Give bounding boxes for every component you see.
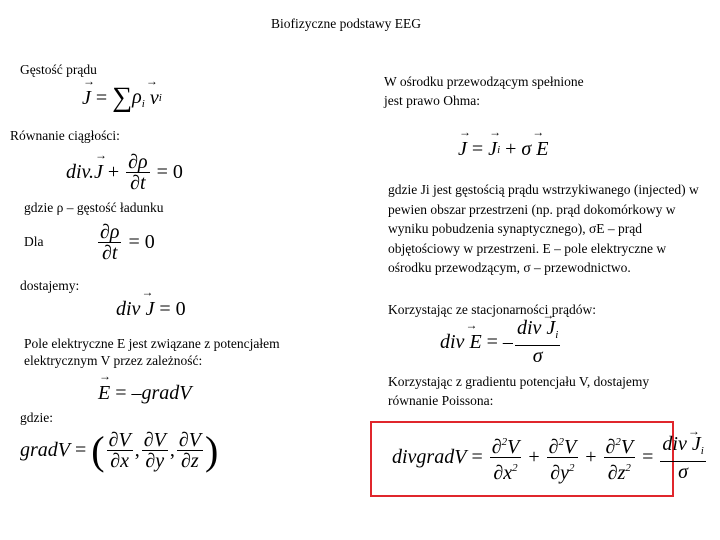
field-gradient-equation: → E = – gradV: [98, 382, 192, 405]
current-density-label: Gęstość prądu: [20, 62, 97, 77]
rho-definition: gdzie ρ – gęstość ładunku: [24, 200, 164, 215]
ohm-law-equation: → J = → J i + σ → E: [458, 138, 549, 161]
dostajemy-label: dostajemy:: [20, 278, 80, 293]
gdzie-label: gdzie:: [20, 410, 53, 425]
divergence-zero-equation: div → J = 0: [116, 298, 186, 321]
stationary-condition-equation: $\frac{\partial\rho}{\partial t}$ = 0: [100, 221, 155, 264]
dla-label: Dla: [24, 234, 44, 249]
current-density-equation: → J = ∑ $\rho_i$ → v i: [82, 84, 162, 112]
field-text-line2: elektrycznym V przez zależność:: [24, 353, 203, 368]
divergence-field-equation: div → E = – $\frac{div\to J_i}{\sigma}$: [440, 318, 562, 366]
stationary-text: Korzystając ze stacjonarności prądów:: [388, 302, 597, 317]
poisson-intro-text: Korzystając z gradientu potencjału V, dostajemy równanie Poissona:: [388, 374, 650, 408]
injected-current-text: gdzie Ji jest gęstością prądu wstrzykiwanego (injected) w pewien obszar przestrzeni (np. prąd dokomórkowy w wyniku pobudzenia synaptycznego), σE – prąd objętościowy w przestrzeni. E – pole elektryczne w ośrodku przewodzącym, σ – przewodnictwo.: [388, 182, 699, 275]
continuity-equation: div. → J + $\frac{\partial\rho}{\partial t}$ = 0: [66, 152, 183, 193]
ohm-law-text: W ośrodku przewodzącym spełnione jest prawo Ohma:: [384, 74, 584, 108]
continuity-label: Równanie ciągłości:: [10, 128, 120, 143]
gradient-definition-equation: gradV = ( $\frac{\partial V}{\partial x}$ , $\frac{\partial V}{\partial y}$ , $\frac{\partial V}{\partial z}$ ): [20, 427, 219, 473]
field-text-line1: Pole elektryczne E jest związane z potencjałem: [24, 336, 280, 351]
poisson-equation: divgradV = $\frac{\partial^2V}{\partial x^2}$ + $\frac{\partial^2V}{\partial y^2}$ + $\frac{\partial^2V}{\partial z^2}$ = $\frac{div\to J_i}{\sigma}$: [392, 432, 708, 483]
page-title: Biofizyczne podstawy EEG: [271, 16, 421, 31]
